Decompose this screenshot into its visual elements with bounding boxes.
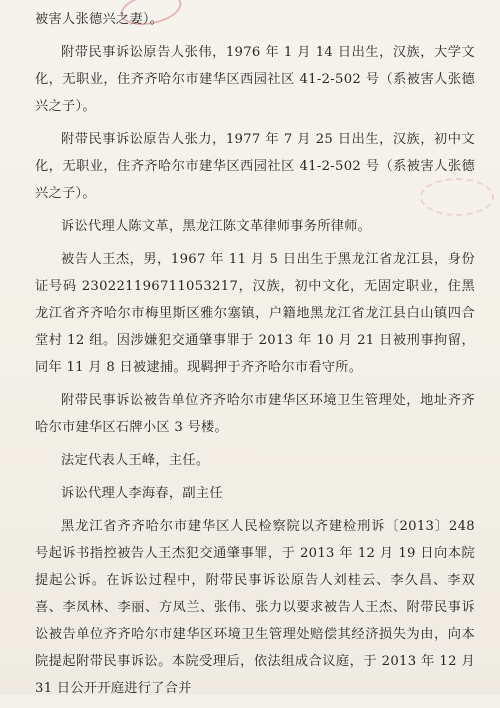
paragraph-prosecution: 黑龙江省齐齐哈尔市建华区人民检察院以齐建检刑诉〔2013〕248 号起诉书指控被告人王杰犯交通肇事罪，于 2013 年 12 月 19 日向本院提起公诉。在诉讼过程中，附带民事诉讼原告人刘桂云、李久昌、李双喜、李凤林、李丽、方凤兰、张伟、张力以要求被告人王杰、附带民事诉讼被告单位齐齐哈尔市建华区环境卫生管理处赔偿其经济损失为由，向本院提起附带民事诉讼。本院受理后，依法组成合议庭，于 2013 年 12 月 31 日公开开庭进行了合并 <box>35 519 475 696</box>
paragraph-victim-wife: 被害人张德兴之妻）。 <box>35 12 164 27</box>
paragraph-legal-rep: 法定代表人王峰，主任。 <box>61 453 210 468</box>
paragraph-defendant: 被告人王杰，男，1967 年 11 月 5 日出生于黑龙江省龙江县，身份证号码 230221196711053217，汉族，初中文化，无固定职业，住黑龙江省齐齐哈尔市梅里斯区雅尔塞镇，户籍地黑龙江省龙江县白山镇四合堂村 12 组。因涉嫌犯交通肇事罪于 2013 年 10 月 21 日被刑事拘留，同年 11 月 8 日被逮捕。现羁押于齐齐哈尔市看守所。 <box>35 252 475 375</box>
paragraph-agent-lawyer: 诉讼代理人陈文革，黑龙江陈文革律师事务所律师。 <box>61 219 372 234</box>
judgment-text <box>35 6 475 708</box>
paragraph-plaintiff-zhang-wei: 附带民事诉讼原告人张伟，1976 年 1 月 14 日出生，汉族，大学文化，无职业，住齐齐哈尔市建华区西园社区 41-2-502 号（系被害人张德兴之子）。 <box>35 45 475 114</box>
paragraph-defendant-unit: 附带民事诉讼被告单位齐齐哈尔市建华区环境卫生管理处，地址齐齐哈尔市建华区石牌小区 3 号楼。 <box>35 393 475 435</box>
paragraph-unit-agent: 诉讼代理人李海春，副主任 <box>61 486 223 501</box>
paragraph-plaintiff-zhang-li: 附带民事诉讼原告人张力，1977 年 7 月 25 日出生，汉族，初中文化，无职业，住齐齐哈尔市建华区西园社区 41-2-502 号（系被害人张德兴之子）。 <box>35 132 475 201</box>
